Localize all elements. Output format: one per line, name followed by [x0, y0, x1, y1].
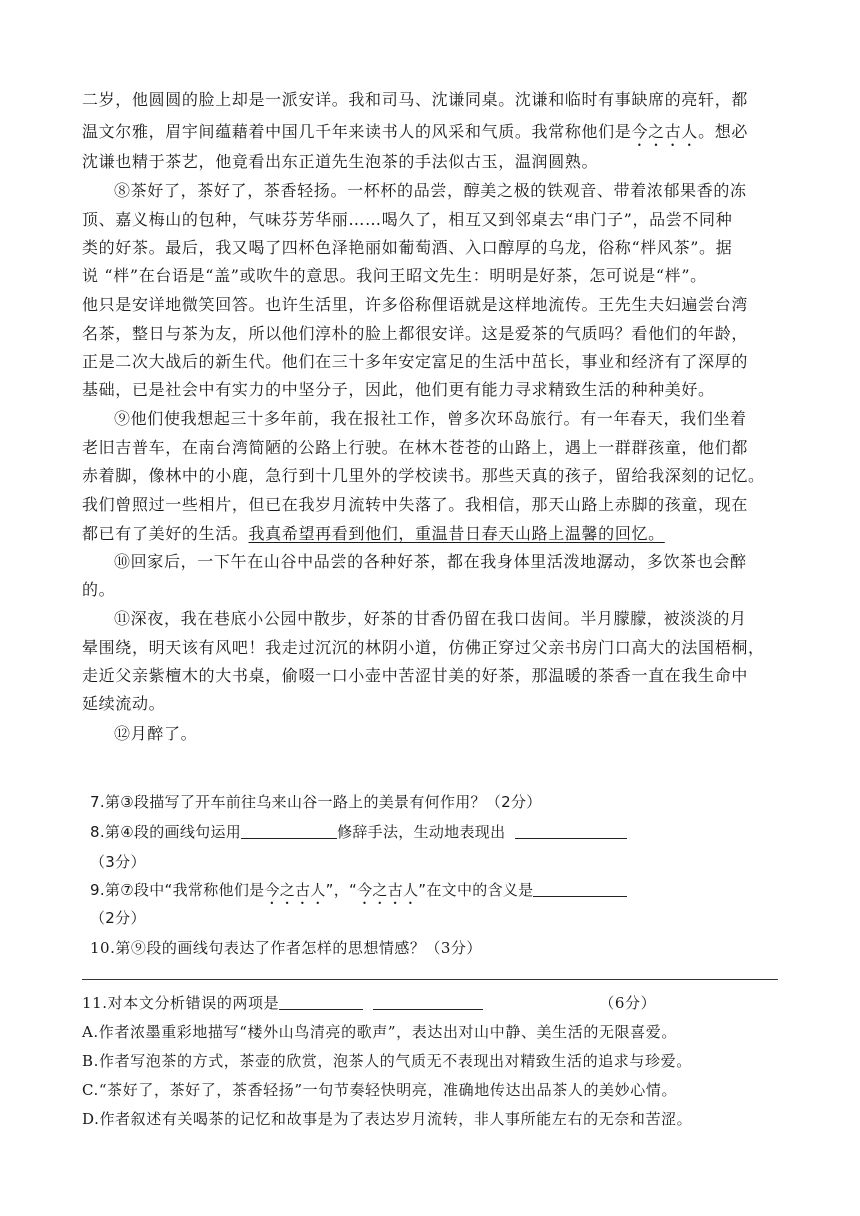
- answer-blank[interactable]: [515, 822, 627, 839]
- question-8: [90, 822, 627, 842]
- paragraph-9-line: ⑨他们使我想起三十多年前，我在报社工作，曾多次环岛旅行。有一年春天，我们坐着: [114, 409, 747, 428]
- paragraph-8-line: 他只是安详地微笑回答。也许生活里，许多俗称俚语就是这样地流传。王先生夫妇遍尝台湾: [82, 295, 749, 314]
- paragraph-10-line: 的。: [82, 580, 116, 599]
- answer-blank[interactable]: [279, 993, 363, 1010]
- passage-text: 都已有了美好的生活。: [82, 524, 249, 543]
- answer-blank[interactable]: [533, 880, 627, 897]
- answer-blank[interactable]: [373, 993, 483, 1010]
- paragraph-9-line: 老旧吉普车，在南台湾简陋的公路上行驶。在林木苍苍的山路上，遇上一群群孩童，他们都: [82, 438, 749, 457]
- passage-line: [82, 122, 748, 142]
- question-text: ”，“: [325, 881, 358, 899]
- answer-line[interactable]: [82, 979, 778, 980]
- emphasis-dotted-phrase: 今之古人: [264, 881, 326, 899]
- question-10: 10.第⑨段的画线句表达了作者怎样的思想情感？（3分）: [90, 939, 482, 957]
- paragraph-8-line: 说 “柈”在台语是“盖”或吹牛的意思。我问王昭文先生：明明是好茶，怎可说是“柈”。: [82, 266, 707, 285]
- question-9-score: （2分）: [90, 909, 146, 927]
- passage-text: 。想必: [698, 122, 749, 141]
- paragraph-8-line: 名茶，整日与茶为友，所以他们淳朴的脸上都很安详。这是爱茶的气质吗？看他们的年龄，: [82, 324, 749, 343]
- passage-text: 温文尔雅，眉宇间蕴藉着中国几千年来读书人的风采和气质。我常称他们是: [82, 122, 632, 141]
- paragraph-8-line: 正是二次大战后的新生代。他们在三十多年安定富足的生活中茁长，事业和经济有了深厚的: [82, 352, 749, 371]
- question-8-score: （3分）: [90, 853, 146, 871]
- underlined-sentence: 我真希望再看到他们，重温昔日春天山路上温馨的回忆。: [248, 524, 665, 543]
- answer-blank[interactable]: [241, 822, 337, 839]
- paragraph-12-line: ⑫月醉了。: [114, 724, 198, 743]
- question-text: 9.第⑦段中“我常称他们是: [90, 881, 265, 899]
- paragraph-9-line: [82, 524, 665, 544]
- question-text: ”在文中的含义是: [418, 881, 534, 899]
- paragraph-11-line: 走近父亲紫檀木的大书桌，偷啜一口小壶中苦涩甘美的好茶，那温暖的茶香一直在我生命中: [82, 666, 749, 685]
- paragraph-10-line: ⑩回家后，一下午在山谷中品尝的各种好茶，都在我身体里活泼地潺动，多饮茶也会醉: [114, 552, 747, 571]
- paragraph-11-line: ⑪深夜，我在巷底小公园中散步，好茶的甘香仍留在我口齿间。半月朦朦，被淡淡的月: [114, 609, 747, 628]
- question-11-score: （6分）: [599, 994, 657, 1012]
- paragraph-11-line: 延续流动。: [82, 694, 166, 713]
- option-b: B.作者写泡茶的方式，茶壶的欣赏，泡茶人的气质无不表现出对精致生活的追求与珍爱。: [82, 1052, 692, 1070]
- option-d: D.作者叙述有关喝茶的记忆和故事是为了表达岁月流转，非人事所能左右的无奈和苦涩。: [82, 1110, 693, 1128]
- question-9: [90, 880, 627, 900]
- paragraph-8-line: 类的好茶。最后，我又喝了四杯色泽艳丽如葡萄酒、入口醇厚的乌龙，俗称“柈风茶”。据: [82, 238, 733, 257]
- paragraph-8-line: 顶、嘉义梅山的包种，气味芬芳华丽……喝久了，相互又到邻桌去“串门子”，品尝不同种: [82, 210, 733, 229]
- paragraph-8-line: 基础，已是社会中有实力的中坚分子，因此，他们更有能力寻求精致生活的种种美好。: [82, 380, 715, 399]
- paragraph-9-line: 我们曾照过一些相片，但已在我岁月流转中失落了。我相信，那天山路上赤脚的孩童，现在: [82, 495, 749, 514]
- question-7: 7.第③段描写了开车前往乌来山谷一路上的美景有何作用？（2分）: [90, 793, 542, 811]
- paragraph-9-line: 赤着脚，像林中的小鹿，急行到十几里外的学校读书。那些天真的孩子，留给我深刻的记忆。: [82, 466, 765, 485]
- option-a: A.作者浓墨重彩地描写“楼外山鸟清亮的歌声”，表达出对山中静、美生活的无限喜爱。: [82, 1023, 677, 1041]
- paragraph-8-line: ⑧茶好了，茶好了，茶香轻扬。一杯杯的品尝，醇美之极的铁观音、带着浓郁果香的冻: [114, 181, 747, 200]
- question-text: 11.对本文分析错误的两项是: [82, 994, 280, 1012]
- paragraph-11-line: 晕围绕，明天该有风吧！我走过沉沉的林阴小道，仿佛正穿过父亲书房门口高大的法国梧桐，: [82, 638, 765, 657]
- question-text: 8.第④段的画线句运用: [90, 823, 242, 841]
- passage-line: 二岁，他圆圆的脸上却是一派安详。我和司马、沈谦同桌。沈谦和临时有事缺席的亮轩，都: [82, 90, 749, 109]
- question-text: 修辞手法，生动地表现出: [337, 823, 506, 841]
- emphasis-dotted-phrase: 今之古人: [357, 881, 419, 899]
- emphasis-dotted-phrase: 今之古人: [631, 122, 699, 141]
- passage-line: 沈谦也精于茶艺，他竟看出东正道先生泡茶的手法似古玉，温润圆熟。: [82, 152, 599, 171]
- question-11: [82, 993, 656, 1013]
- option-c: C.“茶好了，茶好了，茶香轻扬”一句节奏轻快明亮，准确地传达出品茶人的美妙心情。: [82, 1081, 678, 1099]
